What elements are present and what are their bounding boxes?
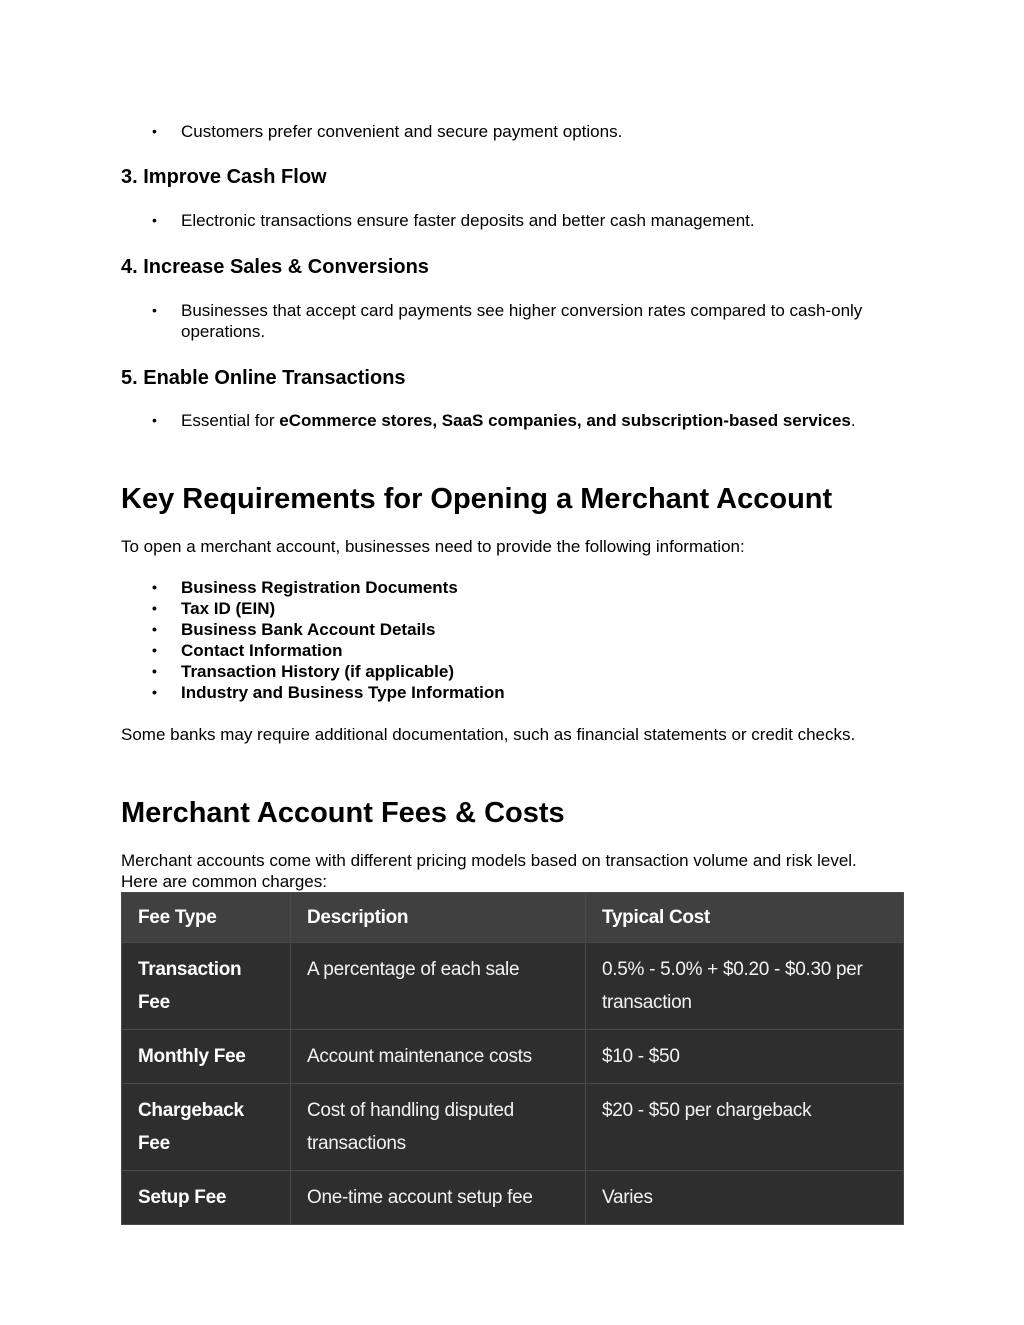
- bullet-text-suffix: .: [850, 411, 856, 430]
- list-item: • Customers prefer convenient and secure payment options.: [121, 121, 904, 142]
- fee-type-cell: Transaction Fee: [122, 943, 291, 1030]
- list-item: • Industry and Business Type Information: [121, 682, 904, 703]
- typical-cost-cell: Varies: [586, 1171, 904, 1225]
- column-header-fee-type: Fee Type: [122, 893, 291, 943]
- requirements-note: Some banks may require additional documentation, such as financial statements or credit checks.: [121, 725, 856, 744]
- list-item: • Electronic transactions ensure faster deposits and better cash management.: [121, 210, 904, 231]
- description-cell: Account maintenance costs: [291, 1030, 586, 1084]
- heading-fees: Merchant Account Fees & Costs: [121, 797, 565, 829]
- table-row: [122, 1030, 904, 1084]
- typical-cost-cell: $10 - $50: [586, 1030, 904, 1084]
- online-bullet-list: [121, 410, 904, 431]
- column-header-typical-cost: Typical Cost: [586, 893, 904, 943]
- column-header-description: Description: [291, 893, 586, 943]
- fee-type-cell: Chargeback Fee: [122, 1084, 291, 1171]
- list-item: [121, 410, 904, 431]
- bullet-text-bold: eCommerce stores, SaaS companies, and subscription-based services: [279, 411, 851, 430]
- description-cell: One-time account setup fee: [291, 1171, 586, 1225]
- section-heading-cash-flow: 3. Improve Cash Flow: [121, 166, 327, 188]
- table-row: [122, 1171, 904, 1225]
- list-item: • Transaction History (if applicable): [121, 661, 904, 682]
- cash-flow-bullet-list: [121, 210, 904, 231]
- typical-cost-cell: $20 - $50 per chargeback: [586, 1084, 904, 1171]
- list-item: • Tax ID (EIN): [121, 598, 904, 619]
- fees-table: [121, 892, 904, 1225]
- section-heading-online: 5. Enable Online Transactions: [121, 367, 406, 389]
- typical-cost-cell: 0.5% - 5.0% + $0.20 - $0.30 per transaction: [586, 943, 904, 1030]
- list-item: • Businesses that accept card payments see higher conversion rates compared to cash-only operations.: [121, 300, 904, 342]
- fee-type-cell: Setup Fee: [122, 1171, 291, 1225]
- top-bullet-list: [121, 121, 904, 142]
- bullet-text-prefix: Essential for: [181, 411, 280, 430]
- list-item: • Business Bank Account Details: [121, 619, 904, 640]
- list-item: • Contact Information: [121, 640, 904, 661]
- section-heading-sales: 4. Increase Sales & Conversions: [121, 256, 429, 278]
- requirements-intro: To open a merchant account, businesses need to provide the following information:: [121, 537, 745, 556]
- table-header-row: [122, 893, 904, 943]
- heading-requirements: Key Requirements for Opening a Merchant Account: [121, 483, 833, 515]
- list-item: • Business Registration Documents: [121, 577, 904, 598]
- description-cell: Cost of handling disputed transactions: [291, 1084, 586, 1171]
- description-cell: A percentage of each sale: [291, 943, 586, 1030]
- table-row: [122, 943, 904, 1030]
- requirements-list: [121, 577, 904, 703]
- fees-intro: Merchant accounts come with different pricing models based on transaction volume and risk level. Here are common charges:: [121, 851, 857, 891]
- table-row: [122, 1084, 904, 1171]
- sales-bullet-list: [121, 300, 904, 342]
- fee-type-cell: Monthly Fee: [122, 1030, 291, 1084]
